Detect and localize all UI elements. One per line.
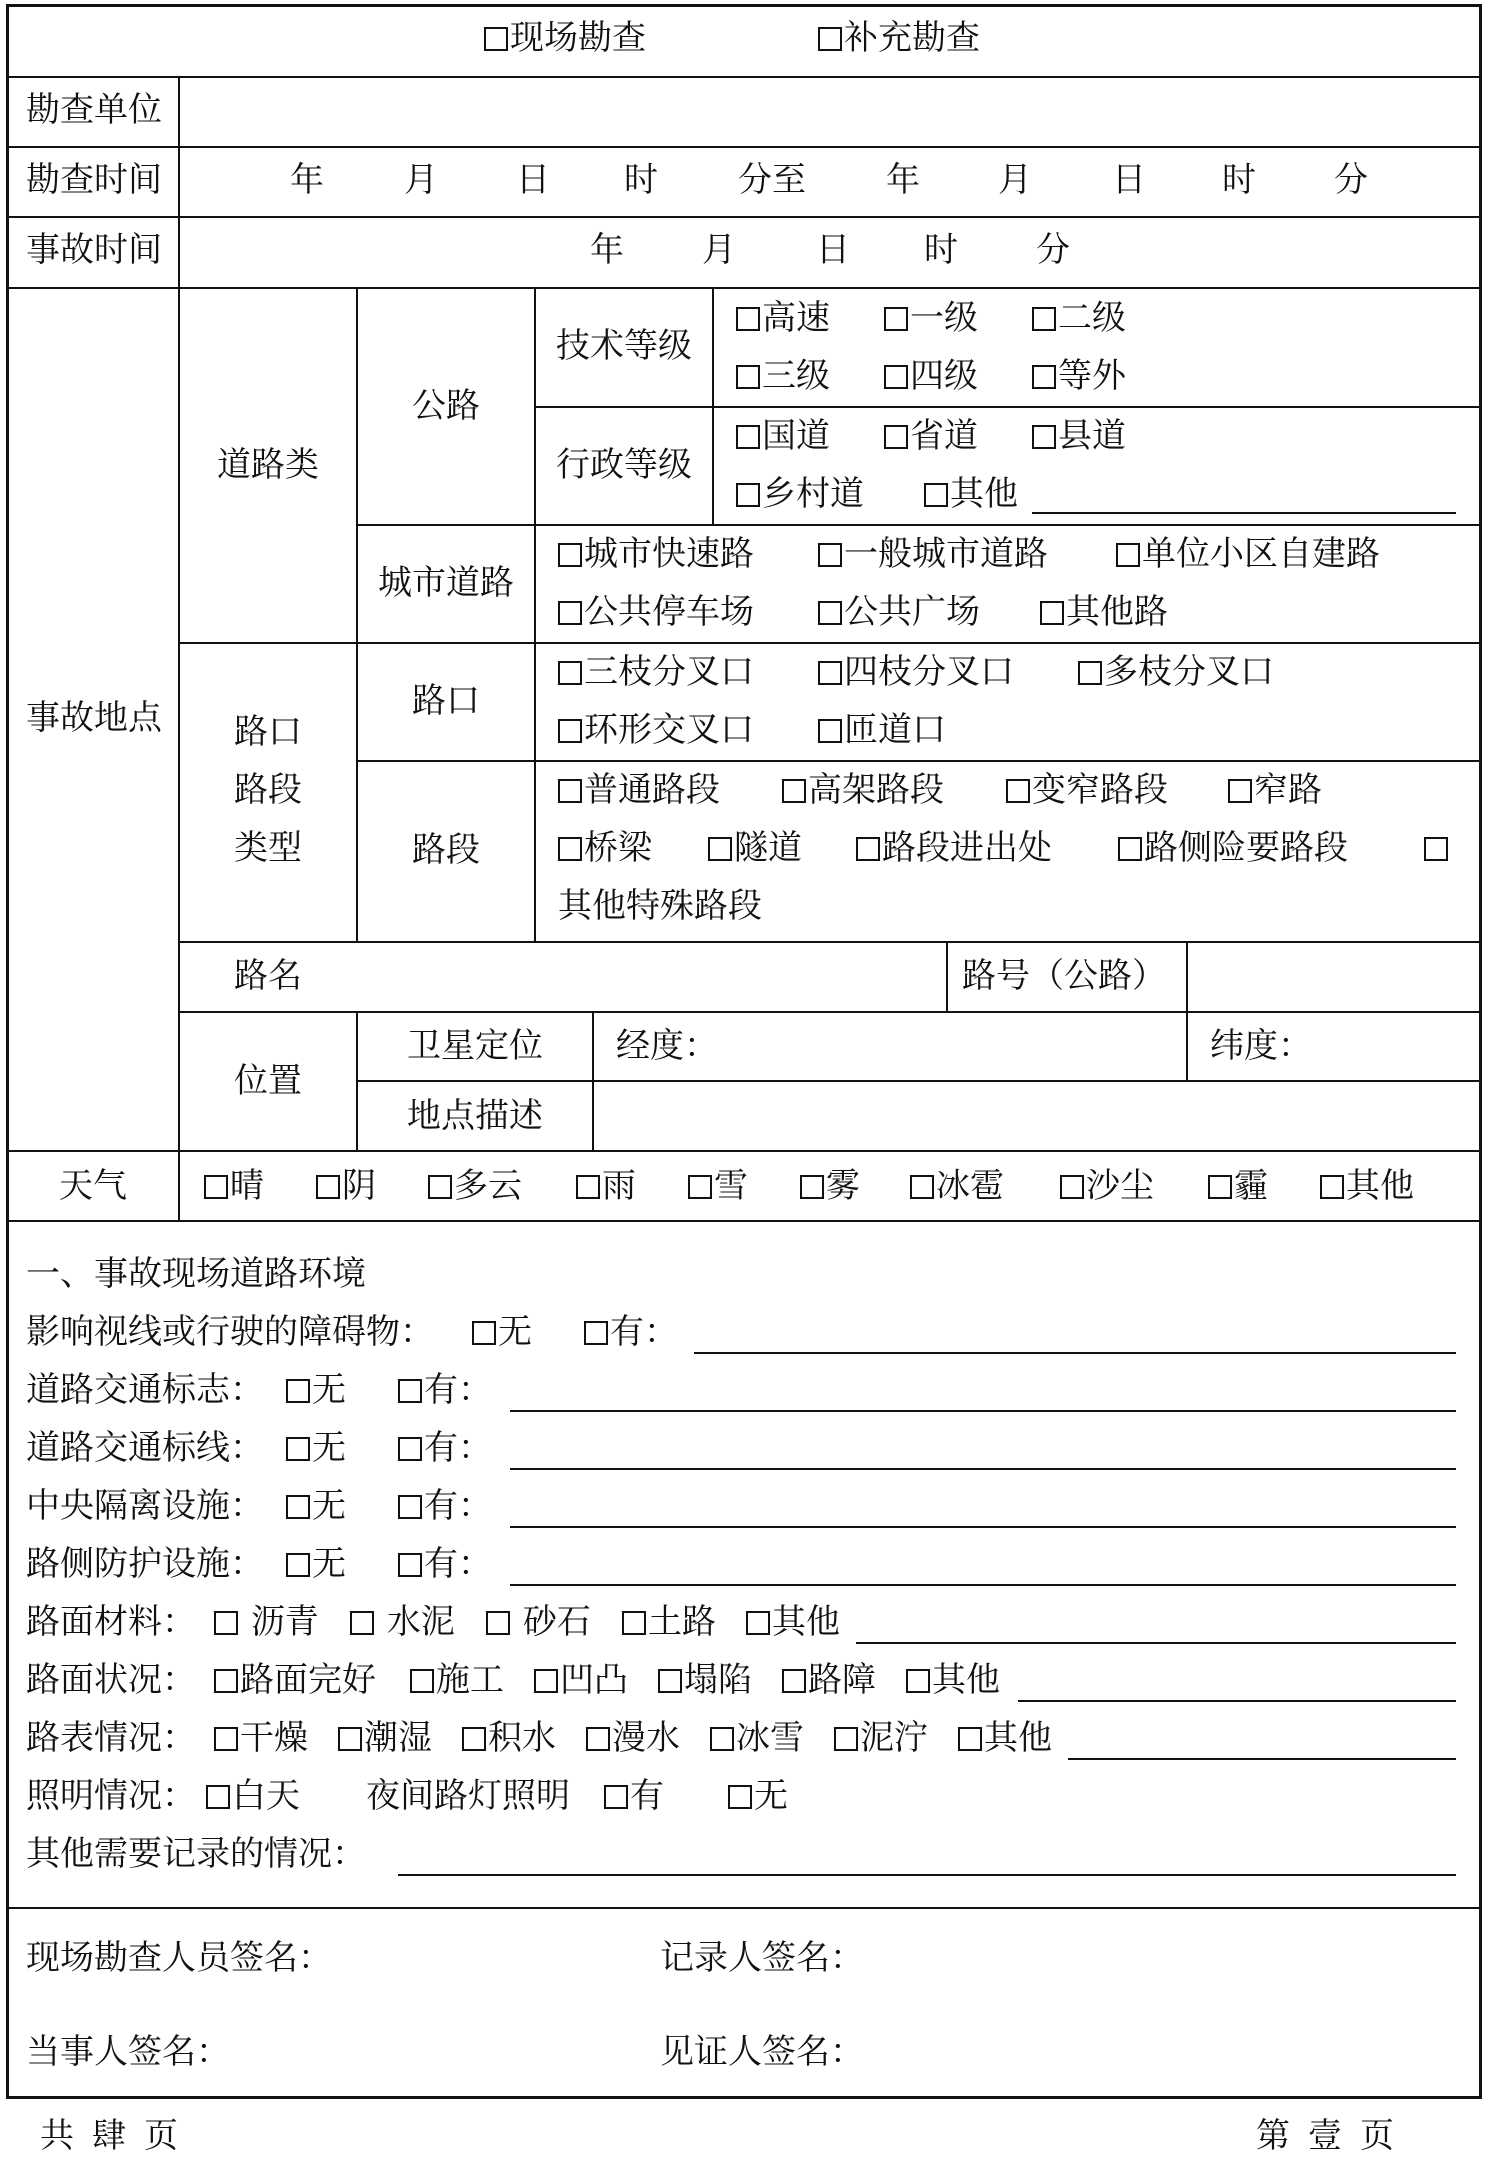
checkbox[interactable]	[286, 1553, 310, 1577]
option-dangerous-roadside[interactable]: 路侧险要路段	[1118, 828, 1348, 868]
checkbox[interactable]	[1006, 779, 1030, 803]
party-signature-label: 当事人签名：	[26, 2032, 230, 2072]
surface-condition-option[interactable]: 施工	[410, 1660, 504, 1700]
witness-signature-label: 见证人签名：	[660, 2032, 864, 2072]
checkbox[interactable]	[534, 1669, 558, 1693]
surface-material-option[interactable]: 砂石	[486, 1602, 591, 1642]
time-unit: 年	[290, 160, 324, 200]
markings-has-option[interactable]: 有：	[398, 1428, 492, 1468]
checkbox[interactable]	[604, 1785, 628, 1809]
checkbox[interactable]	[410, 1669, 434, 1693]
option-admin-other[interactable]: 其他	[924, 474, 1018, 514]
rule	[592, 1011, 594, 1150]
signs-blank[interactable]	[510, 1410, 1456, 1412]
surface-material-option[interactable]: 沥青	[214, 1602, 319, 1642]
option-national-road[interactable]: 国道	[736, 416, 830, 456]
checkbox[interactable]	[910, 1175, 934, 1199]
option-other-special-segment-checkbox[interactable]	[1424, 828, 1450, 868]
checkbox[interactable]	[708, 837, 732, 861]
checkbox[interactable]	[316, 1175, 340, 1199]
time-unit: 月	[998, 160, 1032, 200]
checkbox[interactable]	[428, 1175, 452, 1199]
surface-condition-option[interactable]: 路障	[782, 1660, 876, 1700]
checkbox[interactable]	[924, 483, 948, 507]
markings-label: 道路交通标线：	[26, 1428, 264, 1468]
option-grade-2[interactable]: 二级	[1032, 298, 1126, 338]
option-narrowing-segment[interactable]: 变窄路段	[1006, 770, 1168, 810]
checkbox[interactable]	[472, 1321, 496, 1345]
checkbox[interactable]	[286, 1495, 310, 1519]
checkbox[interactable]	[486, 1611, 510, 1635]
checkbox[interactable]	[286, 1379, 310, 1403]
option-unit-road[interactable]: 单位小区自建路	[1116, 534, 1380, 574]
surface-state-option[interactable]: 冰雪	[710, 1718, 804, 1758]
option-roundabout[interactable]: 环形交叉口	[558, 710, 754, 750]
checkbox[interactable]	[286, 1437, 310, 1461]
lighting-label: 照明情况：	[26, 1776, 196, 1816]
city-road-label: 城市道路	[378, 563, 514, 603]
rule	[356, 1080, 1482, 1082]
description-field[interactable]	[604, 1092, 1470, 1138]
checkbox[interactable]	[884, 425, 908, 449]
checkbox[interactable]	[1060, 1175, 1084, 1199]
checkbox[interactable]	[558, 601, 582, 625]
checkbox[interactable]	[688, 1175, 712, 1199]
checkbox[interactable]	[484, 27, 508, 51]
option-public-square[interactable]: 公共广场	[818, 592, 980, 632]
surface-material-option[interactable]: 水泥	[350, 1602, 455, 1642]
time-unit: 时	[924, 230, 958, 270]
surface-condition-option[interactable]: 塌陷	[658, 1660, 752, 1700]
checkbox[interactable]	[462, 1727, 486, 1751]
checkbox[interactable]	[398, 1437, 422, 1461]
rule	[356, 524, 1482, 526]
checkbox[interactable]	[398, 1495, 422, 1519]
checkbox[interactable]	[558, 779, 582, 803]
checkbox[interactable]	[736, 483, 760, 507]
time-unit: 时	[1222, 160, 1256, 200]
rule	[6, 76, 1482, 78]
checkbox[interactable]	[818, 27, 842, 51]
time-unit: 时	[624, 160, 658, 200]
lighting-night-label: 夜间路灯照明	[366, 1776, 570, 1816]
checkbox[interactable]	[1320, 1175, 1344, 1199]
checkbox[interactable]	[658, 1669, 682, 1693]
signs-label: 道路交通标志：	[26, 1370, 264, 1410]
checkbox[interactable]	[1040, 601, 1064, 625]
surface-state-option[interactable]: 积水	[462, 1718, 556, 1758]
other-blank[interactable]	[398, 1874, 1456, 1876]
roadside-none-option[interactable]: 无	[286, 1544, 346, 1584]
position-label: 位置	[234, 1061, 302, 1101]
surface-state-label: 路表情况：	[26, 1718, 196, 1758]
weather-option[interactable]: 晴	[204, 1166, 264, 1206]
checkbox[interactable]	[350, 1611, 374, 1635]
option-county-road[interactable]: 县道	[1032, 416, 1126, 456]
obstacle-blank[interactable]	[694, 1352, 1456, 1354]
time-unit: 月	[702, 230, 736, 270]
surface-state-blank[interactable]	[1068, 1758, 1456, 1760]
surface-material-option[interactable]: 其他	[746, 1602, 840, 1642]
checkbox[interactable]	[818, 719, 842, 743]
checkbox[interactable]	[204, 1175, 228, 1199]
accident-time-label: 事故时间	[26, 230, 162, 270]
road-name-label: 路名	[234, 956, 302, 996]
checkbox[interactable]	[710, 1727, 734, 1751]
signs-none-option[interactable]: 无	[286, 1370, 346, 1410]
option-elevated-segment[interactable]: 高架路段	[782, 770, 944, 810]
checkbox[interactable]	[398, 1379, 422, 1403]
junction-type-label-1: 路口	[234, 712, 302, 752]
time-unit: 分	[1036, 230, 1070, 270]
road-number-field[interactable]	[1196, 956, 1472, 996]
checkbox[interactable]	[856, 837, 880, 861]
checkbox[interactable]	[206, 1785, 230, 1809]
recorder-signature-label: 记录人签名：	[660, 1938, 864, 1978]
option-substandard[interactable]: 等外	[1032, 356, 1126, 396]
checkbox[interactable]	[1118, 837, 1142, 861]
time-unit: 年	[590, 230, 624, 270]
junction-type-label-3: 类型	[234, 828, 302, 868]
rule	[178, 76, 180, 1220]
rule	[534, 287, 536, 941]
location-label: 事故地点	[26, 698, 162, 738]
checkbox[interactable]	[622, 1611, 646, 1635]
weather-option[interactable]: 多云	[428, 1166, 522, 1206]
admin-other-blank[interactable]	[1032, 512, 1456, 514]
rule	[6, 1907, 1482, 1909]
time-unit: 月	[404, 160, 438, 200]
checkbox[interactable]	[214, 1727, 238, 1751]
checkbox[interactable]	[558, 719, 582, 743]
time-unit: 分至	[738, 160, 806, 200]
total-pages: 共肆页	[40, 2116, 196, 2156]
option-grade-4[interactable]: 四级	[884, 356, 978, 396]
checkbox[interactable]	[958, 1727, 982, 1751]
option-grade-3[interactable]: 三级	[736, 356, 830, 396]
supplement-option[interactable]: 补充勘查	[818, 18, 980, 58]
lighting-no-option[interactable]: 无	[728, 1776, 788, 1816]
roadside-label: 路侧防护设施：	[26, 1544, 264, 1584]
surface-state-option[interactable]: 泥泞	[834, 1718, 928, 1758]
surface-state-option[interactable]: 干燥	[214, 1718, 308, 1758]
lighting-day-option[interactable]: 白天	[206, 1776, 300, 1816]
junction-label: 路口	[412, 681, 480, 721]
rule	[6, 146, 1482, 148]
section-title: 一、事故现场道路环境	[26, 1254, 366, 1294]
weather-option[interactable]: 雾	[800, 1166, 860, 1206]
junction-type-label-2: 路段	[234, 770, 302, 810]
time-unit: 日	[816, 230, 850, 270]
surface-condition-label: 路面状况：	[26, 1660, 196, 1700]
option-public-parking[interactable]: 公共停车场	[558, 592, 754, 632]
gps-label: 卫星定位	[407, 1026, 543, 1066]
rule	[356, 760, 1482, 762]
checkbox[interactable]	[818, 601, 842, 625]
weather-option[interactable]: 其他	[1320, 1166, 1414, 1206]
checkbox[interactable]	[818, 543, 842, 567]
lighting-yes-option[interactable]: 有	[604, 1776, 664, 1816]
rule	[1186, 941, 1188, 1011]
rule	[534, 406, 1482, 408]
rule	[6, 287, 1482, 289]
markings-blank[interactable]	[510, 1468, 1456, 1470]
checkbox[interactable]	[746, 1611, 770, 1635]
surface-condition-option[interactable]: 路面完好	[214, 1660, 376, 1700]
obstacle-none-option[interactable]: 无	[472, 1312, 532, 1352]
weather-option[interactable]: 冰雹	[910, 1166, 1004, 1206]
surface-state-option[interactable]: 其他	[958, 1718, 1052, 1758]
tech-grade-label: 技术等级	[556, 326, 692, 366]
page-number: 第壹页	[1256, 2116, 1412, 2156]
rule	[946, 941, 948, 1011]
checkbox[interactable]	[398, 1553, 422, 1577]
checkbox[interactable]	[800, 1175, 824, 1199]
unit-label: 勘查单位	[26, 90, 162, 130]
rule	[6, 1220, 1482, 1222]
onsite-option[interactable]: 现场勘查	[484, 18, 646, 58]
surface-material-option[interactable]: 土路	[622, 1602, 716, 1642]
option-access-point[interactable]: 路段进出处	[856, 828, 1052, 868]
option-general-city-road[interactable]: 一般城市道路	[818, 534, 1048, 574]
road-name-field[interactable]	[366, 956, 936, 996]
checkbox[interactable]	[818, 661, 842, 685]
checkbox[interactable]	[782, 779, 806, 803]
checkbox[interactable]	[214, 1669, 238, 1693]
option-ramp[interactable]: 匝道口	[818, 710, 946, 750]
highway-label: 公路	[412, 386, 480, 426]
time-unit: 日	[1112, 160, 1146, 200]
median-none-option[interactable]: 无	[286, 1486, 346, 1526]
checkbox[interactable]	[782, 1669, 806, 1693]
checkbox[interactable]	[1228, 779, 1252, 803]
checkbox[interactable]	[558, 837, 582, 861]
weather-option[interactable]: 霾	[1208, 1166, 1268, 1206]
road-number-label: 路号（公路）	[962, 956, 1166, 996]
checkbox[interactable]	[884, 365, 908, 389]
signs-has-option[interactable]: 有：	[398, 1370, 492, 1410]
surface-state-option[interactable]: 潮湿	[338, 1718, 432, 1758]
latitude-label[interactable]: 纬度：	[1210, 1026, 1312, 1066]
surface-state-option[interactable]: 漫水	[586, 1718, 680, 1758]
checkbox[interactable]	[736, 365, 760, 389]
surface-condition-option[interactable]: 其他	[906, 1660, 1000, 1700]
rule	[178, 941, 1482, 943]
weather-option[interactable]: 雨	[576, 1166, 636, 1206]
option-city-expressway[interactable]: 城市快速路	[558, 534, 754, 574]
checkbox[interactable]	[1078, 661, 1102, 685]
time-unit: 日	[516, 160, 550, 200]
rule	[178, 1011, 1482, 1013]
time-unit: 年	[886, 160, 920, 200]
option-multi-way-junction[interactable]: 多枝分叉口	[1078, 652, 1274, 692]
checkbox[interactable]	[586, 1727, 610, 1751]
option-t-junction[interactable]: 三枝分叉口	[558, 652, 754, 692]
rule	[6, 1150, 1482, 1152]
longitude-label[interactable]: 经度：	[616, 1026, 718, 1066]
checkbox[interactable]	[834, 1727, 858, 1751]
rule	[178, 642, 1482, 644]
option-village-road[interactable]: 乡村道	[736, 474, 864, 514]
median-blank[interactable]	[510, 1526, 1456, 1528]
option-grade-1[interactable]: 一级	[884, 298, 978, 338]
option-highway-expressway[interactable]: 高速	[736, 298, 830, 338]
obstacle-has-option[interactable]: 有：	[584, 1312, 678, 1352]
checkbox[interactable]	[338, 1727, 362, 1751]
rule	[1186, 1011, 1188, 1081]
checkbox[interactable]	[884, 307, 908, 331]
option-bridge[interactable]: 桥梁	[558, 828, 652, 868]
option-normal-segment[interactable]: 普通路段	[558, 770, 720, 810]
checkbox[interactable]	[214, 1611, 238, 1635]
checkbox[interactable]	[584, 1321, 608, 1345]
checkbox[interactable]	[558, 661, 582, 685]
surface-condition-blank[interactable]	[1018, 1700, 1456, 1702]
road-class-label: 道路类	[217, 445, 319, 485]
obstacle-label: 影响视线或行驶的障碍物：	[26, 1312, 434, 1352]
checkbox[interactable]	[906, 1669, 930, 1693]
segment-label: 路段	[412, 830, 480, 870]
weather-option[interactable]: 沙尘	[1060, 1166, 1154, 1206]
roadside-blank[interactable]	[510, 1584, 1456, 1586]
option-other-road[interactable]: 其他路	[1040, 592, 1168, 632]
checkbox[interactable]	[736, 307, 760, 331]
unit-field[interactable]	[190, 90, 1470, 134]
surface-material-label: 路面材料：	[26, 1602, 196, 1642]
time-label: 勘查时间	[26, 160, 162, 200]
weather-option[interactable]: 雪	[688, 1166, 748, 1206]
option-tunnel[interactable]: 隧道	[708, 828, 802, 868]
option-provincial-road[interactable]: 省道	[884, 416, 978, 456]
median-label: 中央隔离设施：	[26, 1486, 264, 1526]
checkbox[interactable]	[558, 543, 582, 567]
checkbox[interactable]	[736, 425, 760, 449]
checkbox[interactable]	[728, 1785, 752, 1809]
other-label: 其他需要记录的情况：	[26, 1834, 366, 1874]
median-has-option[interactable]: 有：	[398, 1486, 492, 1526]
weather-label: 天气	[59, 1166, 127, 1206]
weather-option[interactable]: 阴	[316, 1166, 376, 1206]
surface-material-blank[interactable]	[856, 1642, 1456, 1644]
markings-none-option[interactable]: 无	[286, 1428, 346, 1468]
other-special-segment-label: 其他特殊路段	[558, 886, 762, 926]
surface-condition-option[interactable]: 凹凸	[534, 1660, 628, 1700]
time-unit: 分	[1334, 160, 1368, 200]
checkbox[interactable]	[1032, 365, 1056, 389]
description-label: 地点描述	[407, 1096, 543, 1136]
checkbox[interactable]	[576, 1175, 600, 1199]
option-narrow-road[interactable]: 窄路	[1228, 770, 1322, 810]
investigator-signature-label: 现场勘查人员签名：	[26, 1938, 332, 1978]
rule	[6, 216, 1482, 218]
option-four-way-junction[interactable]: 四枝分叉口	[818, 652, 1014, 692]
checkbox[interactable]	[1116, 543, 1140, 567]
checkbox[interactable]	[1032, 425, 1056, 449]
roadside-has-option[interactable]: 有：	[398, 1544, 492, 1584]
checkbox[interactable]	[1032, 307, 1056, 331]
checkbox[interactable]	[1424, 837, 1448, 861]
checkbox[interactable]	[1208, 1175, 1232, 1199]
admin-grade-label: 行政等级	[556, 445, 692, 485]
